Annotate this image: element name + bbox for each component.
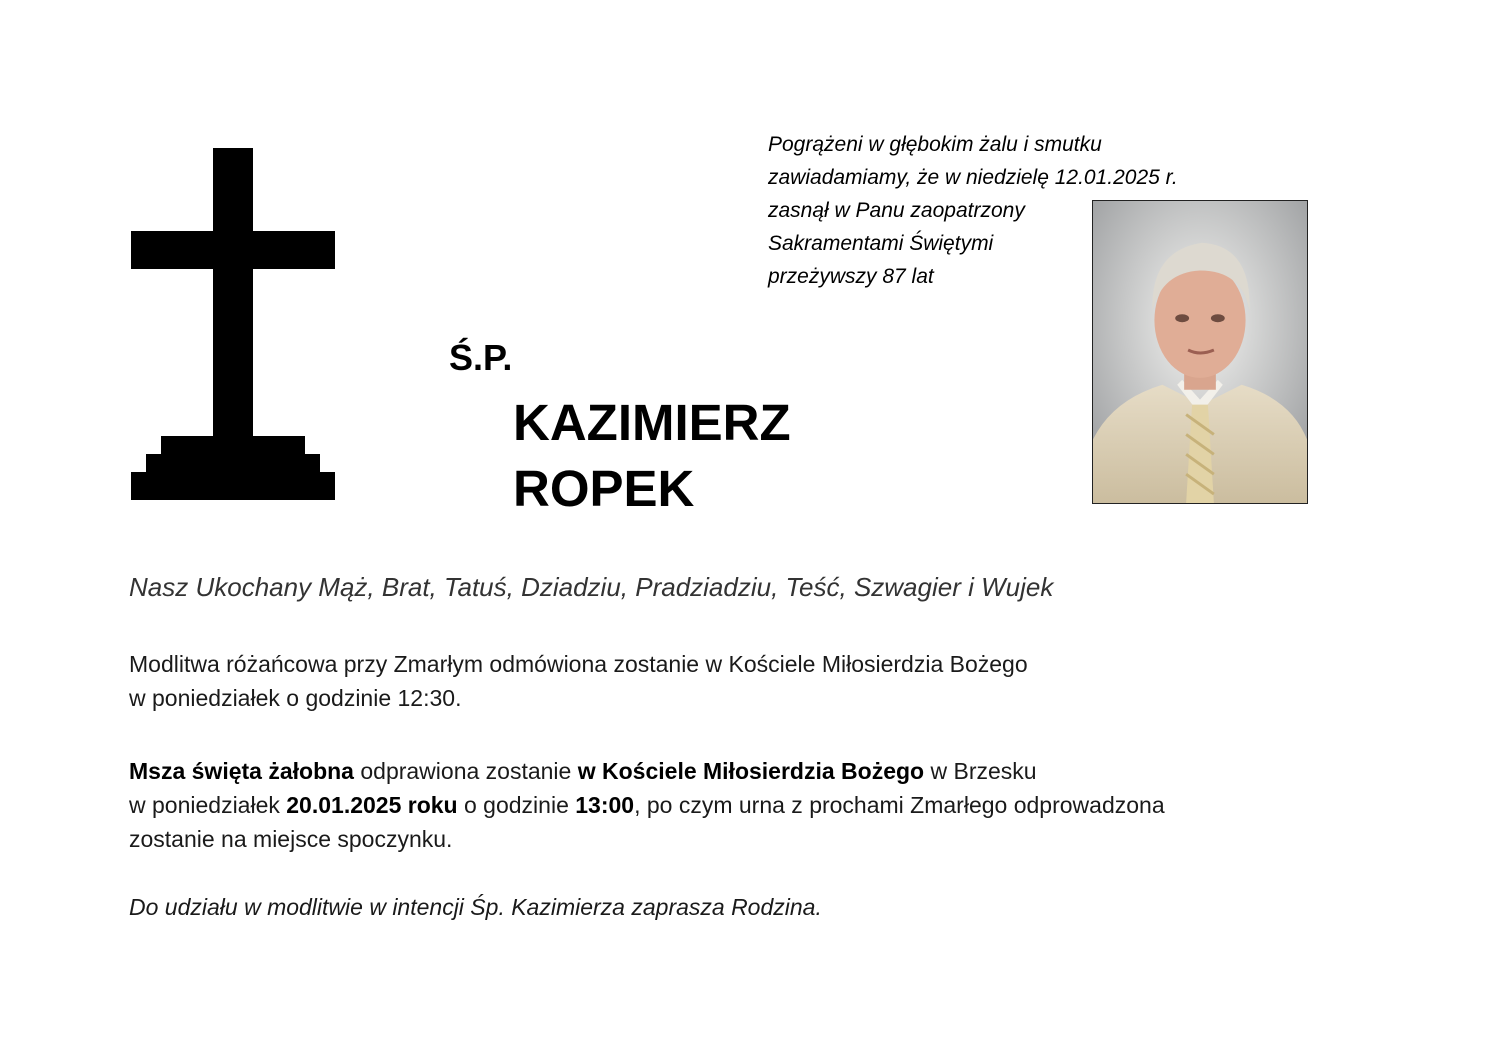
mass-text: o godzinie (457, 792, 576, 818)
intro-line: Sakramentami Świętymi (768, 232, 994, 255)
portrait-photo (1092, 200, 1308, 504)
prefix-label: Ś.P. (449, 337, 513, 378)
mass-time: 13:00 (575, 792, 635, 818)
deceased-name (513, 390, 791, 522)
mass-line (129, 754, 1165, 788)
mass-paragraph (129, 754, 1165, 856)
mass-church: w Kościele Miłosierdzia Bożego (577, 758, 925, 784)
mass-line: zostanie na miejsce spoczynku. (129, 826, 453, 852)
mass-label: Msza święta żałobna (129, 758, 354, 784)
first-name: KAZIMIERZ (513, 394, 791, 451)
relations-text: Nasz Ukochany Mąż, Brat, Tatuś, Dziadziu, Pradziadziu, Teść, Szwagier i Wujek (129, 572, 1054, 602)
cross-icon (131, 148, 335, 500)
mass-text: w Brzesku (924, 758, 1037, 784)
last-name: ROPEK (513, 460, 695, 517)
intro-line: zawiadamiamy, że w niedzielę 12.01.2025 r. (768, 166, 1178, 189)
intro-line: zasnął w Panu zaopatrzony (768, 199, 1025, 222)
mass-text: odprawiona zostanie (353, 758, 578, 784)
invitation-text: Do udziału w modlitwie w intencji Śp. Kazimierza zaprasza Rodzina. (129, 894, 822, 920)
mass-date: 20.01.2025 roku (286, 792, 458, 818)
rosary-line: Modlitwa różańcowa przy Zmarłym odmówiona zostanie w Kościele Miłosierdzia Bożego (129, 651, 1028, 677)
rosary-paragraph (129, 647, 1028, 715)
mass-text: w poniedziałek (129, 792, 287, 818)
intro-line: przeżywszy 87 lat (768, 265, 934, 288)
mass-line (129, 788, 1165, 822)
intro-line: Pogrążeni w głębokim żalu i smutku (768, 133, 1102, 156)
rosary-line: w poniedziałek o godzinie 12:30. (129, 685, 462, 711)
mass-text: , po czym urna z prochami Zmarłego odprowadzona (634, 792, 1165, 818)
